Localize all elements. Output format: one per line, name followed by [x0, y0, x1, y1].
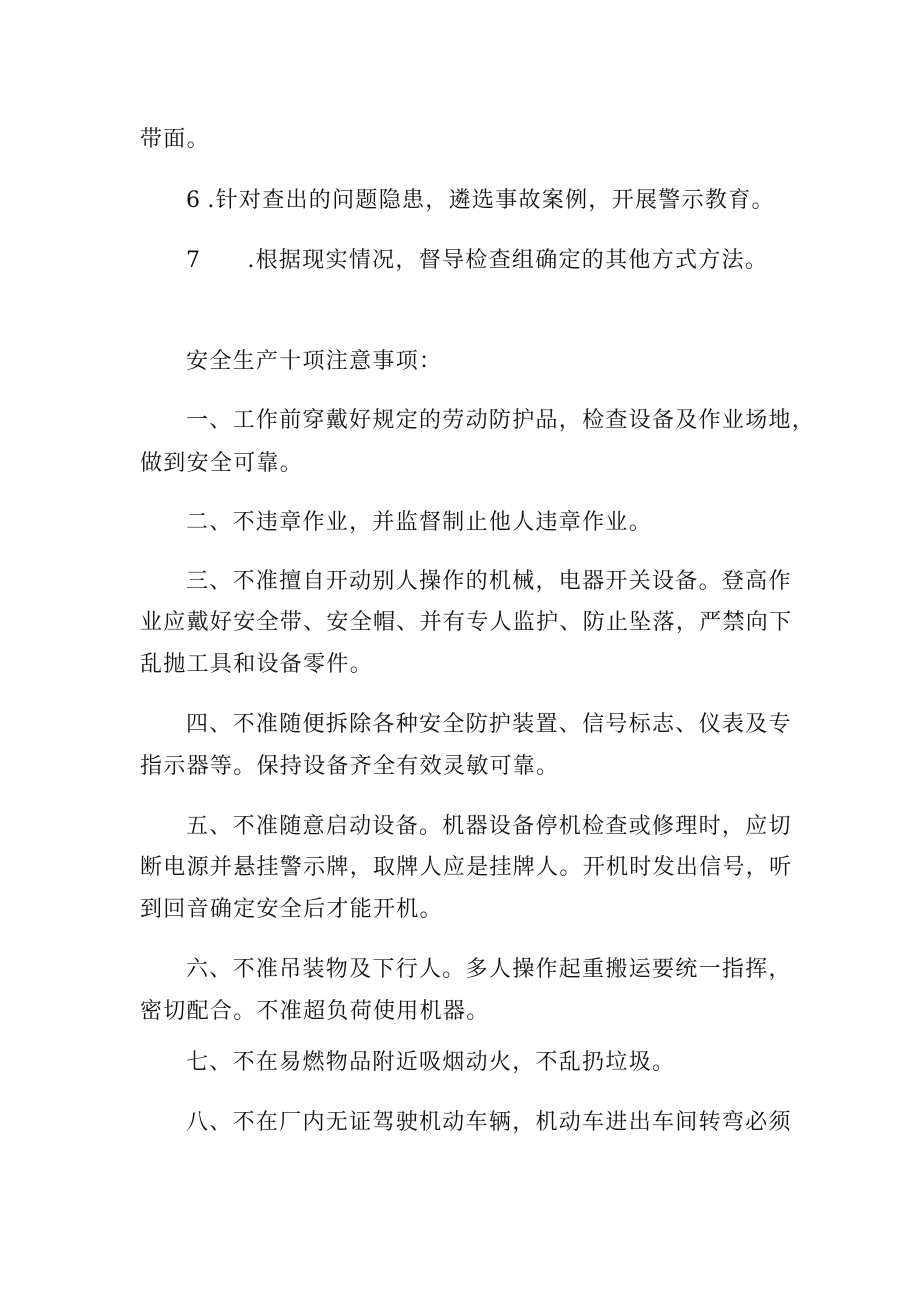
line-text: 到回音确定安全后才能开机。 [140, 897, 443, 922]
line-text: 五、不准随意启动设备。机器设备停机检查或修理时，应切 [186, 814, 792, 839]
line-text: 六、不准吊装物及下行人。多人操作起重搬运要统一指挥， [186, 957, 792, 982]
rule-7 [0, 1046, 920, 1080]
line-text: 密切配合。不准超负荷使用机器。 [140, 999, 490, 1024]
line-text: 三、不准擅自开动别人操作的机械，电器开关设备。登高作 [186, 569, 792, 594]
line-text: 七、不在易燃物品附近吸烟动火，不乱扔垃圾。 [186, 1050, 676, 1075]
rule-2 [0, 506, 920, 540]
rule-3-line-2 [0, 606, 920, 640]
rule-5-line-3 [0, 893, 920, 927]
rule-6-line-2 [0, 995, 920, 1029]
item-number: 6 [186, 188, 202, 213]
rule-4-line-1 [0, 708, 920, 742]
line-text: 做到安全可靠。 [140, 451, 304, 476]
numbered-item-6 [0, 184, 920, 218]
line-text: 指示器等。保持设备齐全有效灵敏可靠。 [140, 754, 560, 779]
rule-6-line-1 [0, 953, 920, 987]
line-text: 一、工作前穿戴好规定的劳动防护品，检查设备及作业场地， [186, 408, 816, 433]
line-text: .根据现实情况，督导检查组确定的其他方式方法。 [247, 248, 769, 273]
line-text: 带面。 [140, 127, 210, 152]
line-text: 八、不在厂内无证驾驶机动车辆，机动车进出车间转弯必须 [186, 1110, 792, 1135]
rule-1-line-1 [0, 404, 920, 438]
line-text: 二、不违章作业，并监督制止他人违章作业。 [186, 510, 653, 535]
section-heading [0, 345, 920, 379]
numbered-item-7 [0, 244, 920, 278]
text-line-continuation [0, 123, 920, 157]
rule-5-line-1 [0, 810, 920, 844]
rule-3-line-3 [0, 648, 920, 682]
line-text: .针对查出的问题隐患，遴选事故案例，开展警示教育。 [207, 188, 775, 213]
item-number: 7 [186, 248, 202, 273]
line-text: 四、不准随便拆除各种安全防护装置、信号标志、仪表及专 [186, 712, 792, 737]
line-text: 断电源并悬挂警示牌，取牌人应是挂牌人。开机时发出信号，听 [140, 855, 793, 880]
rule-1-line-2 [0, 447, 920, 481]
line-text: 乱抛工具和设备零件。 [140, 652, 374, 677]
rule-5-line-2 [0, 851, 920, 885]
heading-text: 安全生产十项注意事项： [186, 349, 443, 374]
line-text: 业应戴好安全带、安全帽、并有专人监护、防止坠落，严禁向下 [140, 610, 793, 635]
rule-3-line-1 [0, 565, 920, 599]
rule-8-line-1 [0, 1106, 920, 1140]
rule-4-line-2 [0, 750, 920, 784]
